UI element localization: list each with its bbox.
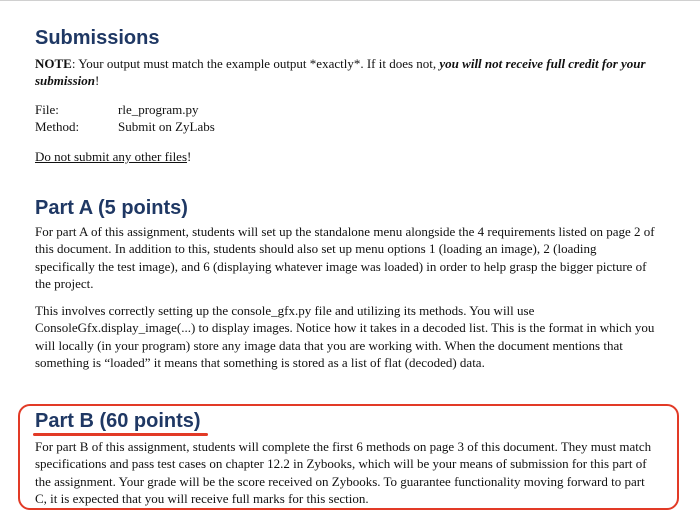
file-value: rle_program.py (118, 102, 199, 117)
part-b-heading: Part B (60 points) (35, 410, 201, 432)
part-a-heading: Part A (5 points) (35, 197, 188, 219)
submissions-heading: Submissions (35, 27, 160, 49)
note-text: : Your output must match the example output *exactly*. If it does not, (71, 56, 440, 71)
warning-end: ! (187, 149, 192, 164)
note-end: ! (94, 73, 100, 89)
note-paragraph (35, 55, 655, 90)
note-label: NOTE (35, 56, 72, 71)
method-label: Method: (35, 119, 80, 134)
part-a-paragraph-1: For part A of this assignment, students will set up the standalone menu alongside the 4 requirements listed on page 2 of this document. In addition to this, students should also set up menu options 1 (loading an image), 2 (loading specifically the test image), and 6 (displaying whatever image was loaded) in order to help grasp the bigger picture of the project. (35, 224, 655, 292)
file-label: File: (35, 102, 59, 117)
warning-line (35, 148, 655, 165)
part-b-paragraph: For part B of this assignment, students will complete the first 6 methods on page 3 of this document. They must match specifications and pass test cases on chapter 12.2 in Zybooks, which will be your means of submission for this part of the assignment. Your grade will be the score received on Zybooks. To guarantee functionality moving forward to part C, it is expected that you will receive full marks for this section. (35, 439, 652, 507)
note-emphasis: you will not receive full credit for your submission (35, 56, 646, 89)
part-a-paragraph-2: This involves correctly setting up the console_gfx.py file and utilizing its methods. You will use ConsoleGfx.display_image(...) to display images. Notice how it takes in a decoded list. This is the format in which you will locally (in your program) store any image data that you are working with. When the document mentions that something is “loaded” it means that something is stored as a list of flat (decoded) data. (35, 303, 655, 371)
warning-underlined: Do not submit any other files (35, 149, 188, 164)
red-underline (33, 433, 208, 436)
method-row (35, 118, 215, 135)
top-border (0, 0, 700, 1)
file-row (35, 101, 199, 118)
method-value: Submit on ZyLabs (118, 119, 215, 134)
